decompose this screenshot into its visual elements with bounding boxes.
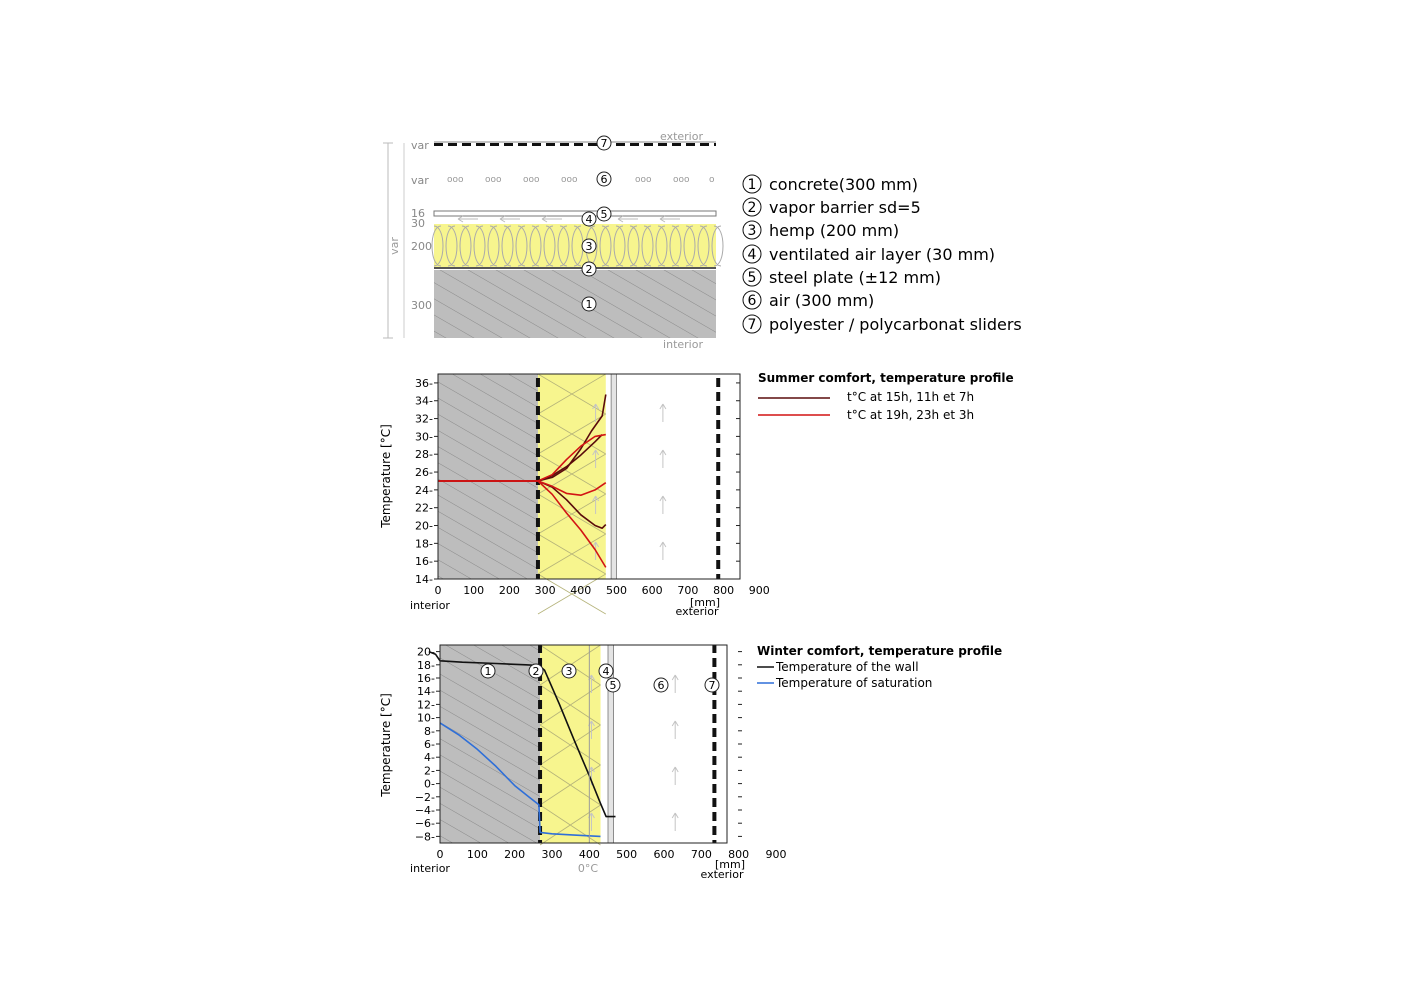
svg-text:3: 3 (747, 223, 757, 239)
x-tick-label: 200 (504, 848, 526, 861)
air-layer-dots (447, 175, 715, 185)
y-tick-label: 32- (415, 412, 433, 426)
svg-text:4: 4 (585, 213, 593, 226)
x-tick-label: 300 (541, 848, 563, 861)
interior-label: interior (663, 338, 703, 351)
svg-text:ooo: ooo (673, 175, 690, 185)
svg-text:7: 7 (708, 679, 716, 692)
vapor-barrier-zone (536, 374, 540, 579)
y-tick-label: 10- (417, 711, 435, 725)
svg-text:1: 1 (585, 298, 593, 311)
x-tick-label: 500 (605, 584, 627, 597)
airflow-arrow (672, 721, 678, 739)
legend-label: Temperature of the wall (776, 660, 919, 674)
y-tick-label: 8- (424, 724, 435, 738)
ventilation-arrows (458, 216, 680, 222)
airflow-arrow (672, 675, 678, 693)
winter-layer-marker (606, 678, 620, 692)
winter-layer-marker (654, 678, 668, 692)
x-tick-label: 800 (713, 584, 735, 597)
summer-wall-layers (438, 374, 720, 614)
x-tick-label: 900 (748, 584, 770, 597)
svg-text:vapor barrier sd=5: vapor barrier sd=5 (769, 198, 921, 217)
x-tick-label: 700 (677, 584, 699, 597)
svg-text:2: 2 (585, 263, 593, 276)
legend-label: t°C at 15h, 11h et 7h (847, 390, 975, 404)
x-tick-label: 600 (641, 584, 663, 597)
winter-y-axis-label: Temperature [°C] (379, 693, 393, 797)
airflow-arrow (660, 450, 666, 468)
legend-item (743, 175, 918, 194)
steel-plate-zone (611, 374, 616, 579)
y-tick-label: 30- (415, 430, 433, 444)
svg-text:3: 3 (585, 240, 593, 253)
svg-text:ooo: ooo (447, 175, 464, 185)
svg-text:4: 4 (747, 247, 757, 263)
y-tick-label: 26- (415, 466, 433, 480)
summer-exterior-label: exterior (675, 605, 719, 618)
y-tick-label: 12- (417, 698, 435, 712)
legend-item (743, 291, 874, 310)
y-tick-label: 2- (424, 764, 435, 778)
x-tick-label: 200 (498, 584, 520, 597)
y-tick-label: −4- (414, 804, 435, 817)
layer-marker-6 (597, 172, 611, 186)
layer-marker-7 (597, 136, 611, 150)
y-tick-label: 20- (415, 519, 433, 533)
y-tick-label: −6- (414, 817, 435, 831)
winter-layer-marker (562, 664, 576, 678)
winter-temperature-chart (379, 644, 1002, 881)
layer-marker-5 (597, 207, 611, 221)
x-tick-label: 0 (434, 584, 442, 597)
svg-text:7: 7 (600, 137, 608, 150)
svg-text:ooo: ooo (561, 175, 578, 185)
svg-text:5: 5 (609, 679, 617, 692)
summer-legend (758, 371, 1014, 422)
summer-temperature-chart (379, 371, 1014, 618)
svg-text:2: 2 (532, 665, 540, 678)
y-tick-label: 36- (415, 376, 433, 390)
x-tick-label: 600 (653, 848, 675, 861)
svg-text:3: 3 (565, 665, 573, 678)
x-tick-label: 700 (690, 848, 712, 861)
winter-exterior-label: exterior (700, 868, 744, 881)
y-tick-label: 6- (424, 738, 435, 751)
svg-text:hemp (200 mm): hemp (200 mm) (769, 221, 900, 240)
legend-label: Temperature of saturation (776, 676, 933, 690)
y-tick-label: 16- (417, 672, 435, 685)
x-tick-label: 100 (463, 584, 485, 597)
x-tick-label: 800 (728, 848, 750, 861)
y-tick-label: 20- (417, 645, 435, 659)
layer-marker-1 (582, 297, 596, 311)
thickness-label: var (411, 139, 429, 152)
svg-text:concrete(300 mm): concrete(300 mm) (769, 175, 918, 194)
x-tick-label: 300 (534, 584, 556, 597)
x-tick-label: 100 (466, 848, 488, 861)
x-tick-label: 0 (436, 848, 444, 861)
airflow-arrow (672, 767, 678, 785)
svg-text:5: 5 (600, 208, 608, 221)
y-tick-label: 14- (417, 685, 435, 699)
svg-text:air (300 mm): air (300 mm) (769, 291, 875, 310)
y-tick-label: 18- (415, 537, 433, 551)
svg-text:steel plate (±12 mm): steel plate (±12 mm) (769, 268, 941, 287)
y-tick-label: 14- (415, 573, 433, 586)
y-tick-label: −8- (414, 830, 435, 844)
winter-chart-title: Winter comfort, temperature profile (757, 644, 1003, 658)
legend-item (743, 245, 995, 264)
y-tick-label: 34- (415, 394, 433, 408)
y-tick-label: 28- (415, 448, 433, 462)
x-tick-label: 400 (570, 584, 592, 597)
x-tick-label: 500 (616, 848, 638, 861)
svg-text:2: 2 (747, 200, 757, 216)
summer-x-unit: [mm] (689, 596, 720, 609)
winter-layer-marker (529, 664, 543, 678)
thickness-label: var (411, 174, 429, 187)
winter-wall-layers (440, 645, 716, 845)
svg-text:1: 1 (747, 177, 757, 193)
winter-layer-marker (481, 664, 495, 678)
y-tick-label: 16- (415, 555, 433, 569)
svg-text:4: 4 (602, 665, 610, 678)
svg-text:7: 7 (747, 317, 757, 333)
summer-chart-title: Summer comfort, temperature profile (758, 371, 1014, 385)
svg-text:polyester / polycarbonat slide: polyester / polycarbonat sliders (769, 315, 1022, 334)
airflow-arrow (660, 542, 666, 560)
x-tick-label: 900 (765, 848, 787, 861)
y-tick-label: 0- (424, 777, 435, 791)
svg-text:6: 6 (747, 293, 757, 309)
summer-interior-label: interior (410, 599, 450, 612)
slider-layer (434, 143, 716, 146)
legend-item (743, 315, 1022, 334)
svg-text:6: 6 (657, 679, 665, 692)
var-dimension-label: var (388, 237, 401, 255)
airflow-arrow (660, 404, 666, 422)
wall-section-drawing (383, 130, 723, 351)
svg-text:ventilated air layer (30 mm): ventilated air layer (30 mm) (769, 245, 996, 264)
thickness-label: 16 (411, 207, 425, 220)
layer-marker-2 (582, 262, 596, 276)
summer-y-axis-label: Temperature [°C] (379, 424, 393, 528)
winter-layer-marker (599, 664, 613, 678)
y-tick-label: 4- (424, 751, 435, 765)
thickness-label: 200 (411, 240, 432, 253)
winter-layer-marker (705, 678, 719, 692)
legend-item (743, 198, 921, 217)
winter-x-unit: [mm] (714, 858, 745, 871)
svg-text:1: 1 (484, 665, 492, 678)
layer-marker-3 (582, 239, 596, 253)
airflow-arrow (660, 496, 666, 514)
slider-zone (712, 645, 716, 843)
winter-interior-label: interior (410, 862, 450, 875)
thickness-label: 30 (411, 217, 425, 230)
airflow-arrow (672, 813, 678, 831)
layer-marker-4 (582, 212, 596, 226)
x-tick-label: 400 (578, 848, 600, 861)
y-tick-label: 24- (415, 483, 433, 497)
y-tick-label: −2- (414, 790, 435, 804)
legend-item (743, 268, 941, 287)
thickness-labels (411, 139, 432, 312)
steel-plate-layer (434, 211, 716, 216)
material-legend (743, 175, 1022, 334)
thickness-label: 300 (411, 299, 432, 312)
slider-zone (716, 374, 720, 579)
winter-legend (757, 644, 1002, 690)
svg-text:ooo: ooo (485, 175, 502, 185)
svg-text:5: 5 (747, 270, 757, 286)
legend-label: t°C at 19h, 23h et 3h (847, 408, 975, 422)
svg-text:o: o (709, 175, 715, 185)
exterior-label: exterior (660, 130, 703, 143)
svg-text:6: 6 (600, 173, 608, 186)
svg-text:ooo: ooo (635, 175, 652, 185)
zero-degree-label: 0°C (577, 862, 599, 875)
y-tick-label: 18- (417, 658, 435, 672)
legend-item (743, 221, 899, 240)
y-tick-label: 22- (415, 501, 433, 515)
svg-text:ooo: ooo (523, 175, 540, 185)
